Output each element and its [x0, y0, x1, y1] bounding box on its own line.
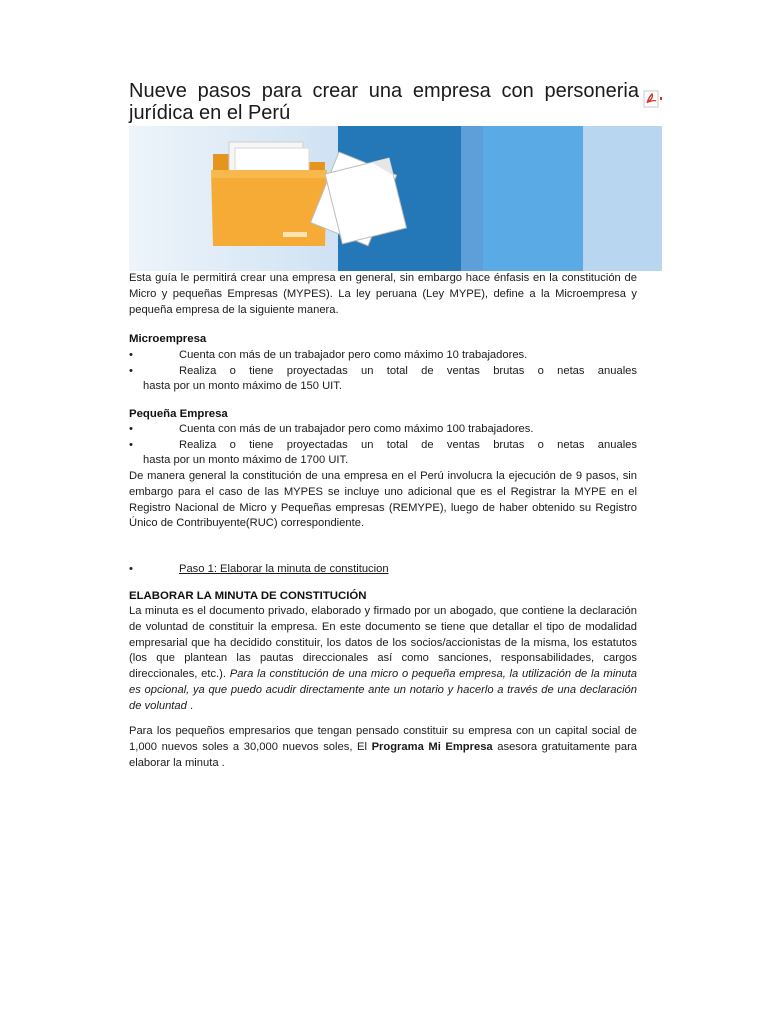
- general-paragraph: De manera general la constitución de una empresa en el Perú involucra la ejecución de 9 pasos, sin embargo para el caso de las MYPES se incluye uno adicional que es el Registrar la MYPE en el Registro Nacional de Micro y Pequeñas empresas (REMYPE), luego de haber obtenido su Registro Único de Contribuyente(RUC) correspondiente.: [129, 470, 637, 530]
- programa-mi-empresa: Programa Mi Empresa: [371, 740, 493, 753]
- list-item: [129, 562, 637, 578]
- list-item-continuation: hasta por un monto máximo de 150 UIT.: [143, 380, 342, 392]
- minuta-heading: ELABORAR LA MINUTA DE CONSTITUCIÓN: [129, 590, 367, 602]
- header-banner-image: [129, 126, 662, 271]
- microempresa-heading: Microempresa: [129, 333, 207, 345]
- document-title: Nueve pasos para crear una empresa con personeria jurídica en el Perú: [129, 80, 639, 124]
- bullet-icon: •: [129, 563, 133, 575]
- list-item: • Realiza o tiene proyectadas un total de ventas brutas o netas anuales: [129, 438, 637, 454]
- minuta-italic-note: Para la constitución de una micro o pequeña empresa, la utilización de la minuta es opcional, ya que puedo acudir directamente ante un notario y hacerlo a través de una declaración de voluntad: [129, 668, 637, 712]
- bullet-icon: •: [129, 349, 133, 361]
- folder-icon: [207, 134, 437, 264]
- bullet-icon: •: [129, 439, 133, 451]
- bullet-icon: •: [129, 365, 133, 377]
- intro-paragraph: Esta guía le permitirá crear una empresa en general, sin embargo hace énfasis en la constitución de Micro y pequeñas Empresas (MYPES). La ley peruana (Ley MYPE), define a la Microempresa y pequeña empresa de la siguiente manera.: [129, 272, 637, 316]
- pdf-icon: [641, 89, 663, 109]
- list-item: • Realiza o tiene proyectadas un total de ventas brutas o netas anuales: [129, 364, 637, 380]
- list-item-continuation: hasta por un monto máximo de 1700 UIT.: [143, 454, 349, 466]
- pequena-empresa-heading: Pequeña Empresa: [129, 408, 228, 420]
- list-item: • Cuenta con más de un trabajador pero como máximo 100 trabajadores.: [129, 422, 637, 438]
- step-1-link[interactable]: Paso 1: Elaborar la minuta de constitucion: [179, 563, 389, 575]
- bullet-icon: •: [129, 423, 133, 435]
- minuta-paragraph: La minuta es el documento privado, elaborado y firmado por un abogado, que contiene la declaración de voluntad de constituir la empresa. En este documento se tiene que detallar el tipo de modalidad empresarial que ha decidido constituir, los datos de los socios/accionistas de la misma, los estatutos (los que plantean las pautas direccionales así como sanciones, responsabilidades, cargos direccionales, etc.). Para la constitución de una micro o pequeña empresa, la utilización de la minuta es opcional, ya que puedo acudir directamente ante un notario y hacerlo a través de una declaración de voluntad .: [129, 605, 637, 712]
- final-paragraph: Para los pequeños empresarios que tengan pensado constituir su empresa con un capital social de 1,000 nuevos soles a 30,000 nuevos soles, El Programa Mi Empresa asesora gratuitamente para elaborar la minuta .: [129, 725, 638, 769]
- list-item: • Cuenta con más de un trabajador pero como máximo 10 trabajadores.: [129, 348, 637, 364]
